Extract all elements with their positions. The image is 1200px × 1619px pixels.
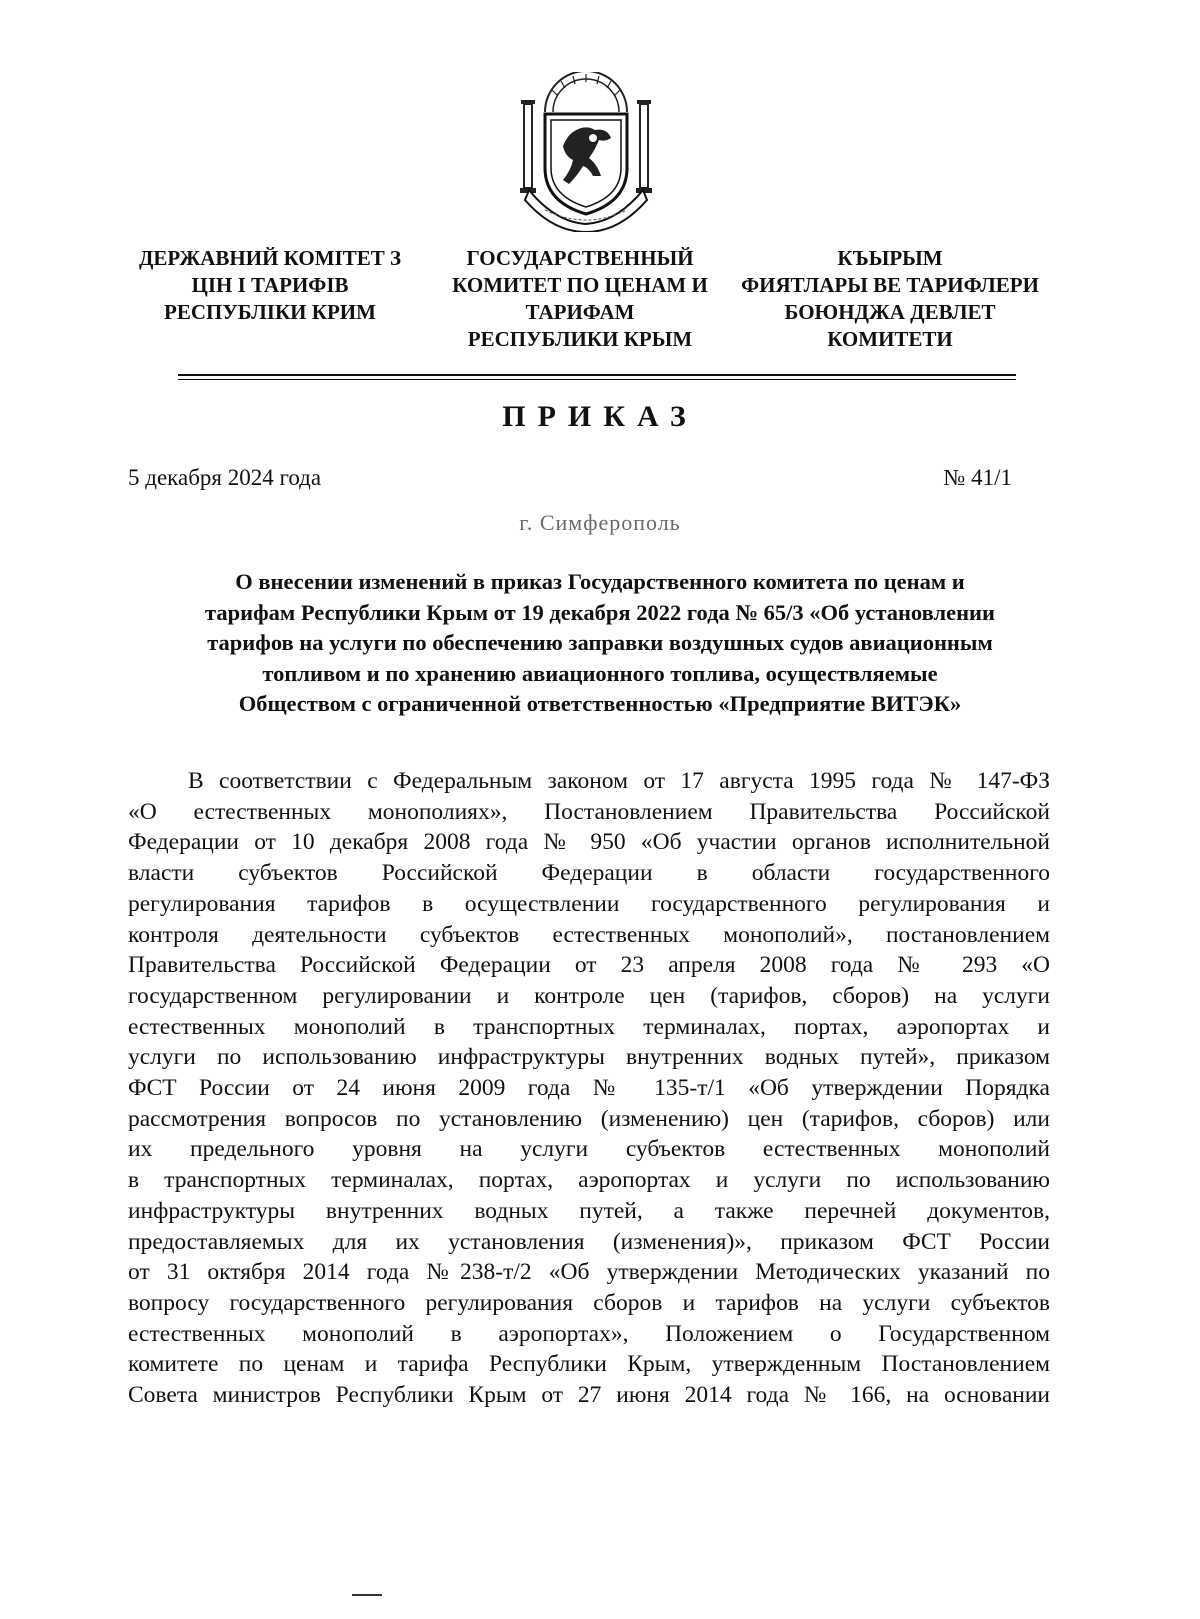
header-line: ДЕРЖАВНИЙ КОМІТЕТ З	[138, 246, 402, 270]
body-line: Федерации от 10 декабря 2008 года № 950 «Об участии органов исполнительной	[128, 829, 1050, 856]
subject-line: тарифов на услуги по обеспечению заправки воздушных судов авиационным	[207, 630, 993, 655]
header-line: КОМИТЕТ ПО ЦЕНАМ И	[452, 273, 708, 297]
subject-line: тарифам Республики Крым от 19 декабря 2022 года № 65/3 «Об установлении	[205, 599, 995, 625]
header-divider-thin	[178, 379, 1016, 380]
header-line: ЦІН І ТАРИФІВ	[191, 273, 349, 297]
document-place: г. Симферополь	[519, 510, 681, 535]
header-line: БОЮНДЖА ДЕВЛЕТ	[784, 300, 996, 324]
header-line: РЕСПУБЛІКИ КРИМ	[164, 300, 376, 324]
body-line: их предельного уровня на услуги субъектов естественных монополий	[128, 1136, 1050, 1163]
page-footer-mark	[352, 1594, 382, 1596]
document-number: № 41/1	[943, 465, 1012, 490]
body-line: регулирования тарифов в осуществлении государственного регулирования и	[128, 890, 1050, 917]
body-line: услуги по использованию инфраструктуры внутренних водных путей», приказом	[128, 1044, 1050, 1071]
body-line: государственном регулировании и контроле цен (тарифов, сборов) на услуги	[128, 982, 1050, 1009]
body-line: естественных монополий в аэропортах», Положением о Государственном	[128, 1320, 1050, 1347]
body-line: естественных монополий в транспортных терминалах, портах, аэропортах и	[128, 1013, 1050, 1040]
header-line: КОМИТЕТИ	[827, 327, 953, 351]
body-line: В соответствии с Федеральным законом от 17 августа 1995 года № 147-ФЗ	[188, 768, 1050, 794]
body-line: рассмотрения вопросов по установлению (изменению) цен (тарифов, сборов) или	[128, 1105, 1050, 1132]
body-line: вопросу государственного регулирования сборов и тарифов на услуги субъектов	[128, 1289, 1050, 1316]
body-line: в транспортных терминалах, портах, аэропортах и услуги по использованию	[128, 1167, 1050, 1194]
body-line: ФСТ России от 24 июня 2009 года № 135-т/1 «Об утверждении Порядка	[128, 1075, 1050, 1102]
header-divider	[178, 374, 1016, 376]
body-line: контроля деятельности субъектов естественных монополий», постановлением	[128, 921, 1050, 948]
issuer-header	[110, 245, 1050, 353]
body-line: Правительства Российской Федерации от 23 апреля 2008 года № 293 «О	[128, 952, 1050, 979]
header-line: ФИЯТЛАРЫ ВЕ ТАРИФЛЕРИ	[741, 273, 1039, 297]
coat-of-arms-emblem	[515, 72, 657, 232]
body-line: предоставляемых для их установления (изменения)», приказом ФСТ России	[128, 1228, 1050, 1255]
issuer-name-crimean-tatar	[730, 245, 1050, 353]
subject-line: топливом и по хранению авиационного топлива, осуществляемые	[262, 660, 938, 686]
document-title: ПРИКАЗ	[502, 400, 698, 433]
header-line: ТАРИФАМ	[525, 300, 635, 324]
body-line: власти субъектов Российской Федерации в области государственного	[128, 860, 1050, 887]
issuer-name-ukrainian	[110, 245, 430, 353]
header-line: РЕСПУБЛИКИ КРЫМ	[467, 327, 693, 351]
body-line: Совета министров Республики Крым от 27 июня 2014 года № 166, на основании	[128, 1382, 1050, 1409]
body-line: «О естественных монополиях», Постановлением Правительства Российской	[128, 798, 1050, 825]
header-line: ГОСУДАРСТВЕННЫЙ	[466, 246, 694, 270]
subject-line: О внесении изменений в приказ Государственного комитета по ценам и	[235, 569, 965, 594]
subject-line: Обществом с ограниченной ответственностью «Предприятие ВИТЭК»	[238, 691, 962, 716]
header-line: КЪЫРЫМ	[837, 246, 943, 270]
issuer-name-russian	[430, 245, 730, 353]
document-body	[128, 766, 1050, 1411]
document-date: 5 декабря 2024 года	[128, 465, 322, 490]
body-line: инфраструктуры внутренних водных путей, а также перечней документов,	[128, 1197, 1050, 1224]
body-line: комитете по ценам и тарифа Республики Крым, утвержденным Постановлением	[128, 1351, 1050, 1378]
document-subject	[110, 567, 1090, 720]
body-line: от 31 октября 2014 года №238-т/2 «Об утверждении Методических указаний по	[128, 1259, 1050, 1286]
